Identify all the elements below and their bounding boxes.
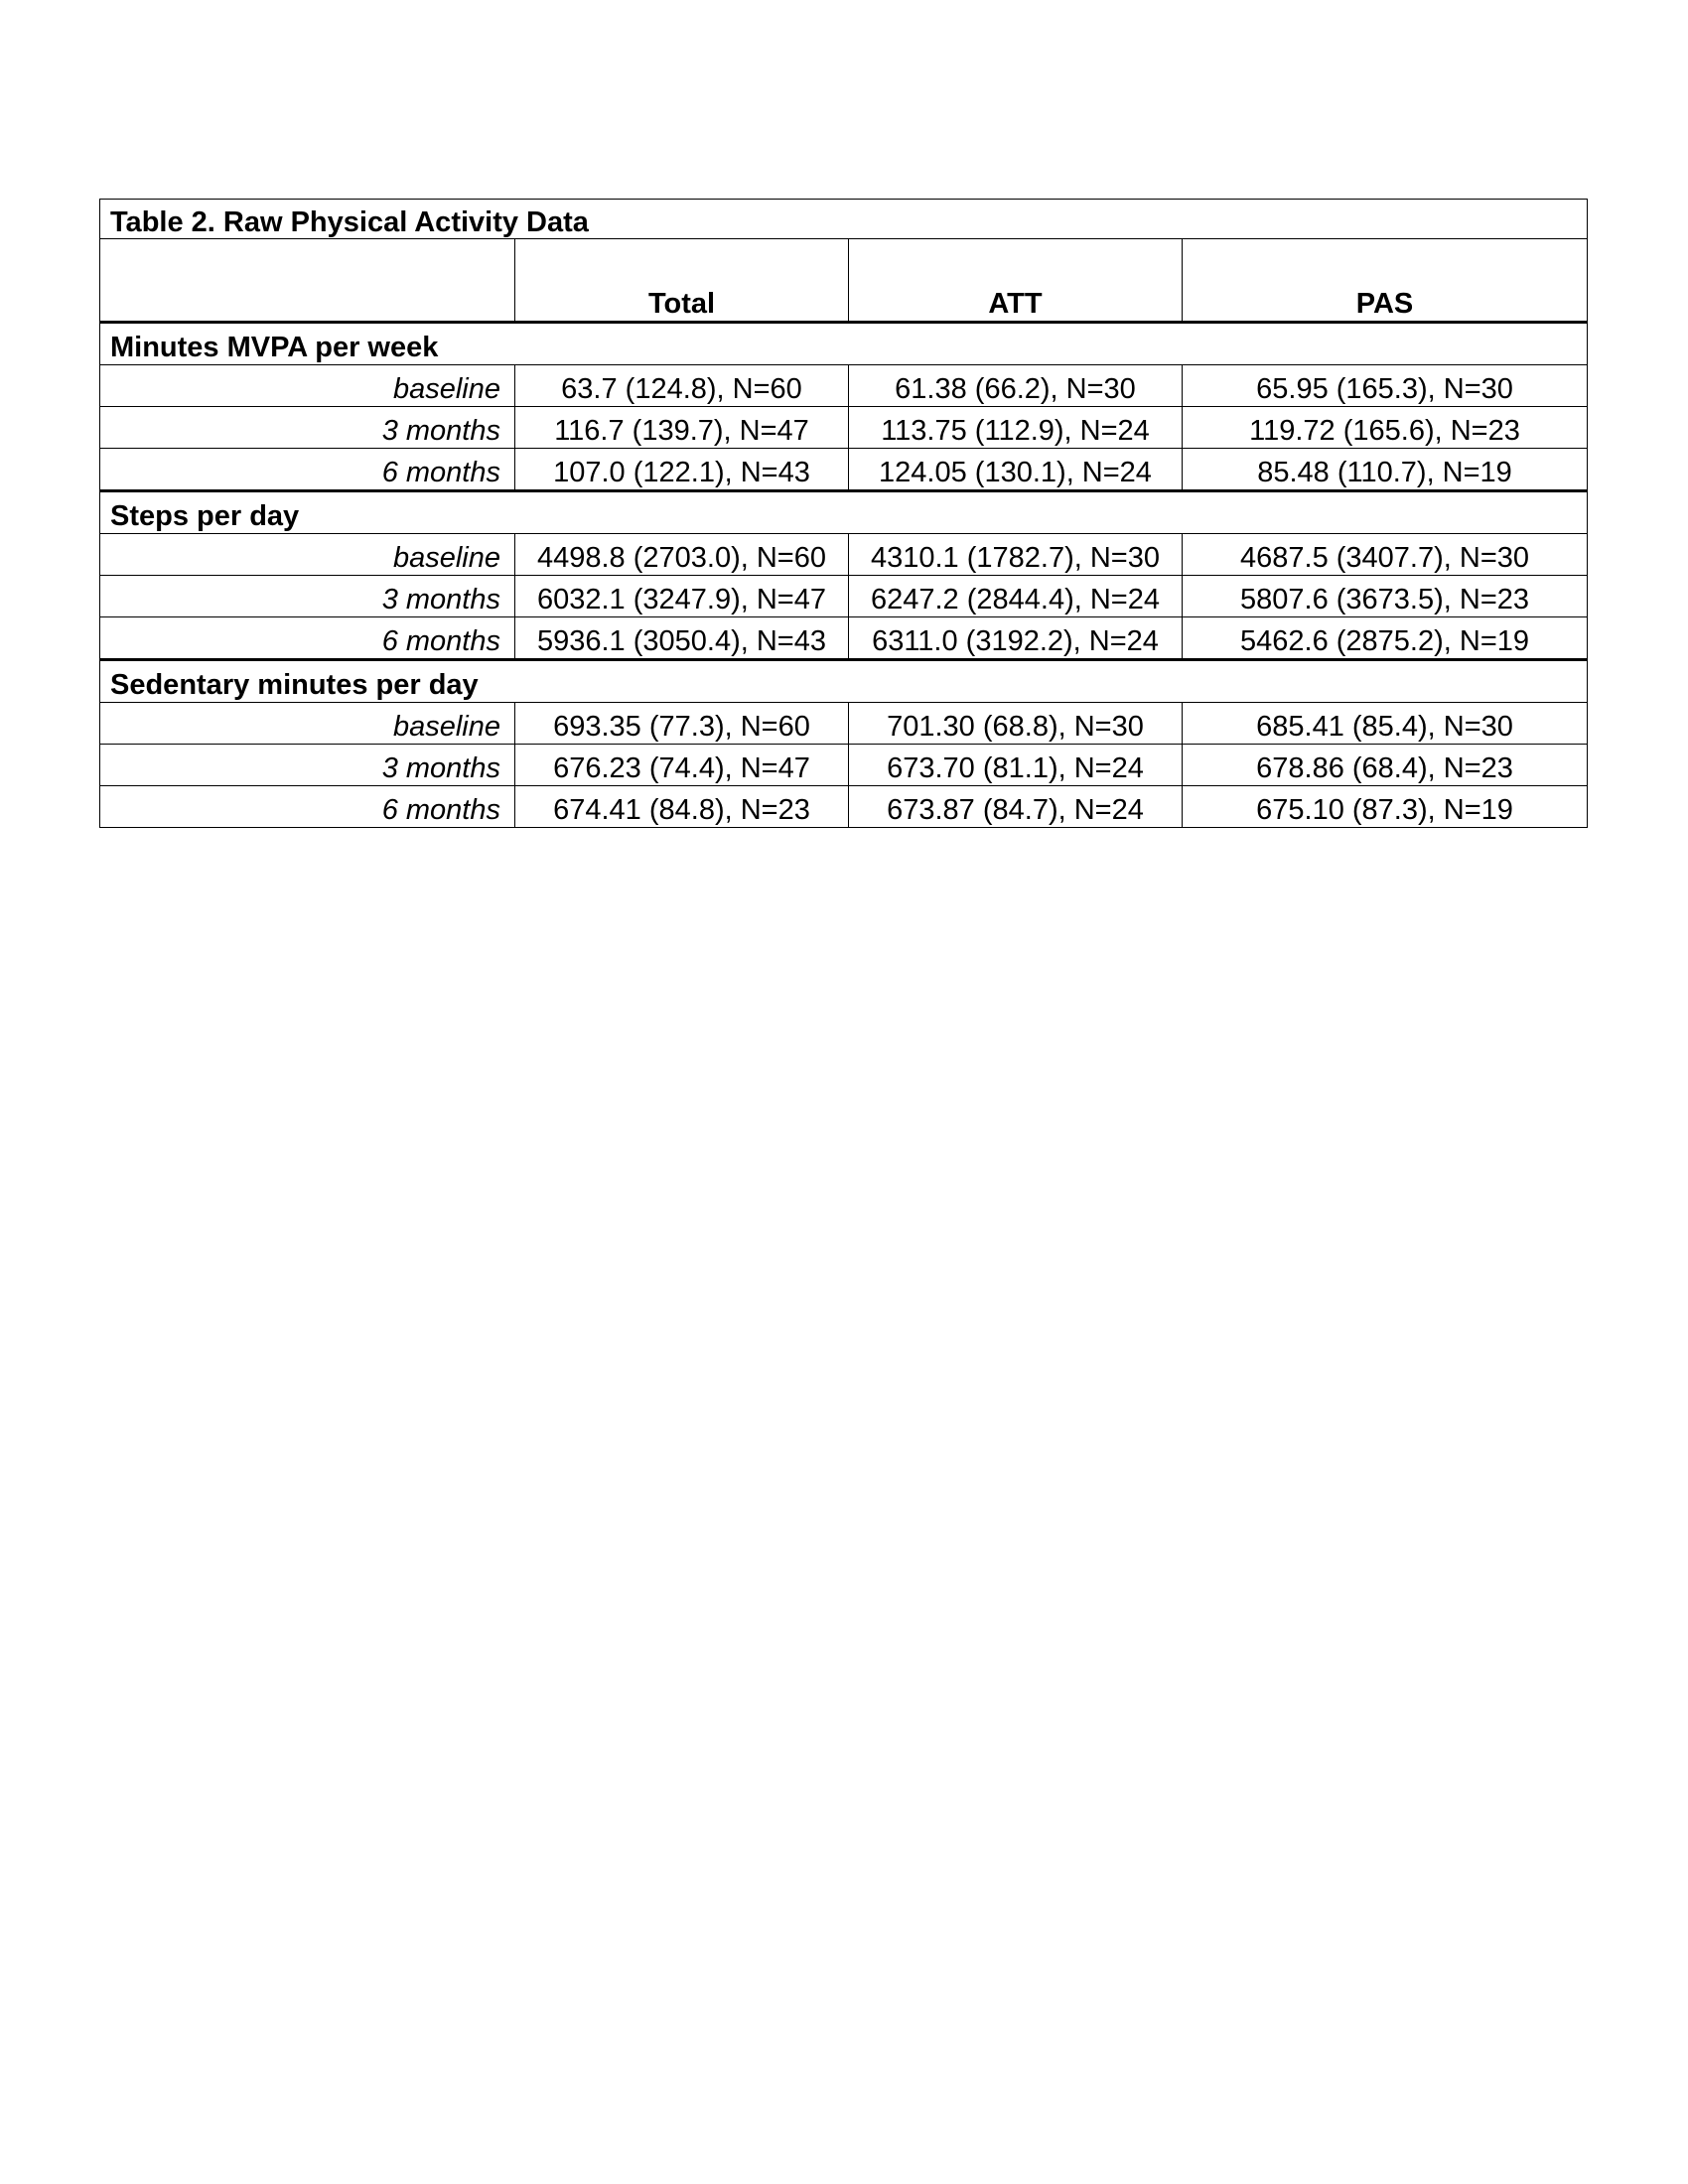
header-att: ATT (849, 239, 1183, 323)
section-row-mvpa (100, 323, 1588, 365)
cell-att: 113.75 (112.9), N=24 (849, 407, 1183, 449)
cell-total: 107.0 (122.1), N=43 (515, 449, 849, 491)
cell-total: 674.41 (84.8), N=23 (515, 786, 849, 828)
cell-att: 673.87 (84.7), N=24 (849, 786, 1183, 828)
row-label: 6 months (100, 617, 515, 660)
cell-att: 673.70 (81.1), N=24 (849, 745, 1183, 786)
header-pas: PAS (1183, 239, 1588, 323)
cell-att: 4310.1 (1782.7), N=30 (849, 534, 1183, 576)
table-row (100, 786, 1588, 828)
header-label-cell (100, 239, 515, 323)
cell-total: 116.7 (139.7), N=47 (515, 407, 849, 449)
row-label: baseline (100, 703, 515, 745)
cell-pas: 675.10 (87.3), N=19 (1183, 786, 1588, 828)
table-row (100, 745, 1588, 786)
cell-att: 124.05 (130.1), N=24 (849, 449, 1183, 491)
cell-total: 63.7 (124.8), N=60 (515, 365, 849, 407)
cell-total: 6032.1 (3247.9), N=47 (515, 576, 849, 617)
section-label: Sedentary minutes per day (100, 660, 1588, 703)
row-label: 6 months (100, 449, 515, 491)
section-label: Steps per day (100, 491, 1588, 534)
cell-pas: 85.48 (110.7), N=19 (1183, 449, 1588, 491)
section-row-steps (100, 491, 1588, 534)
cell-total: 4498.8 (2703.0), N=60 (515, 534, 849, 576)
table-row (100, 534, 1588, 576)
table-row (100, 365, 1588, 407)
cell-pas: 685.41 (85.4), N=30 (1183, 703, 1588, 745)
table-row (100, 576, 1588, 617)
cell-att: 701.30 (68.8), N=30 (849, 703, 1183, 745)
table-title: Table 2. Raw Physical Activity Data (100, 200, 1588, 239)
cell-att: 6247.2 (2844.4), N=24 (849, 576, 1183, 617)
cell-pas: 4687.5 (3407.7), N=30 (1183, 534, 1588, 576)
cell-total: 676.23 (74.4), N=47 (515, 745, 849, 786)
physical-activity-table (99, 199, 1588, 828)
row-label: baseline (100, 365, 515, 407)
cell-pas: 65.95 (165.3), N=30 (1183, 365, 1588, 407)
table-row (100, 617, 1588, 660)
cell-att: 6311.0 (3192.2), N=24 (849, 617, 1183, 660)
row-label: 3 months (100, 745, 515, 786)
table-row (100, 449, 1588, 491)
row-label: 3 months (100, 407, 515, 449)
table-row (100, 703, 1588, 745)
cell-pas: 678.86 (68.4), N=23 (1183, 745, 1588, 786)
table-title-row (100, 200, 1588, 239)
section-row-sedentary (100, 660, 1588, 703)
cell-att: 61.38 (66.2), N=30 (849, 365, 1183, 407)
row-label: 6 months (100, 786, 515, 828)
header-total: Total (515, 239, 849, 323)
cell-pas: 5462.6 (2875.2), N=19 (1183, 617, 1588, 660)
row-label: baseline (100, 534, 515, 576)
cell-total: 693.35 (77.3), N=60 (515, 703, 849, 745)
cell-total: 5936.1 (3050.4), N=43 (515, 617, 849, 660)
table-row (100, 407, 1588, 449)
row-label: 3 months (100, 576, 515, 617)
section-label: Minutes MVPA per week (100, 323, 1588, 365)
cell-pas: 5807.6 (3673.5), N=23 (1183, 576, 1588, 617)
table-header-row (100, 239, 1588, 323)
cell-pas: 119.72 (165.6), N=23 (1183, 407, 1588, 449)
